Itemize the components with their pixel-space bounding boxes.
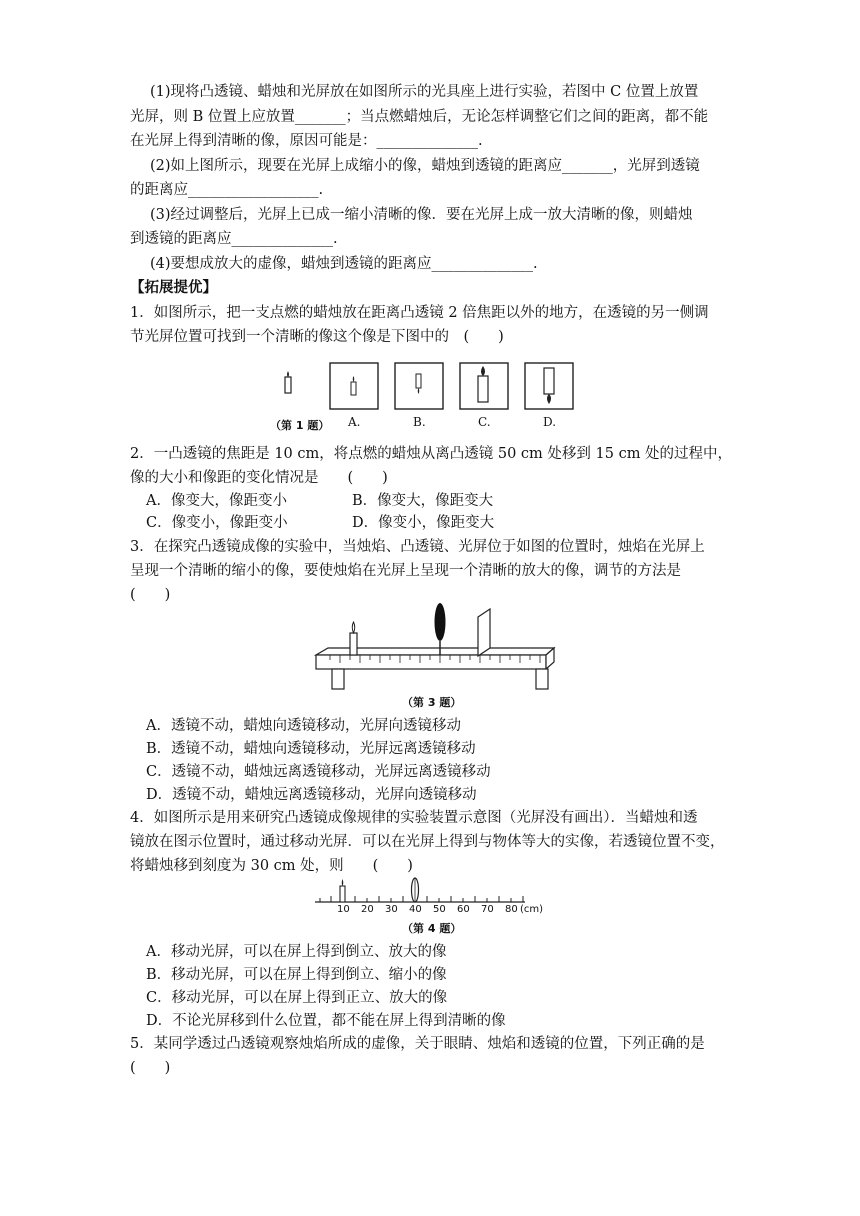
- tick-label: 60: [457, 904, 470, 915]
- q5-line2: ( ): [130, 1060, 171, 1076]
- light-screen-icon: [478, 609, 490, 656]
- q5-line1: 5．某同学透过凸透镜观察烛焰所成的虚像，关于眼睛、烛焰和透镜的位置，下列正确的是: [130, 1036, 705, 1052]
- tick-label: 80: [505, 904, 518, 915]
- q-part2-line1: (2)如上图所示，现要在光屏上成缩小的像，蜡烛到透镜的距离应_______，光屏到透镜: [150, 158, 700, 174]
- option-d-label: D.: [543, 415, 557, 429]
- q-part1-line1: (1)现将凸透镜、蜡烛和光屏放在如图所示的光具座上进行实验，若图中 C 位置上放置: [150, 84, 699, 100]
- q4-option-d: D．不论光屏移到什么位置，都不能在屏上得到清晰的像: [146, 1013, 506, 1029]
- q-part1-line2: 光屏，则 B 位置上应放置_______；当点燃蜡烛后，无论怎样调整它们之间的距离，都不能: [130, 109, 709, 125]
- q-part4-line1: (4)要想成放大的虚像，蜡烛到透镜的距离应______________.: [150, 256, 538, 272]
- convex-lens-icon: [435, 603, 446, 655]
- q-part1-line3: 在光屏上得到清晰的像，原因可能是：______________.: [130, 133, 483, 149]
- q4-line3: 将蜡烛移到刻度为 30 cm 处，则 ( ): [130, 858, 413, 874]
- unit-label: (cm): [520, 904, 544, 915]
- figure-q1-caption: （第 1 题）: [270, 419, 330, 432]
- section-heading: 【拓展提优】: [130, 279, 217, 296]
- optical-bench-figure: [310, 600, 560, 695]
- q1-line1: 1．如图所示，把一支点燃的蜡烛放在距离凸透镜 2 倍焦距以外的地方，在透镜的另一侧调: [130, 305, 709, 321]
- q3-option-d: D．透镜不动，蜡烛远离透镜移动，光屏向透镜移动: [146, 787, 477, 803]
- q3-option-c: C．透镜不动，蜡烛远离透镜移动，光屏远离透镜移动: [146, 764, 491, 780]
- option-a-label: A.: [348, 415, 361, 429]
- figure-q4: [310, 874, 560, 936]
- q2-option-a: A．像变大，像距变小: [146, 493, 287, 509]
- q3-line2: 呈现一个清晰的缩小的像，要使烛焰在光屏上呈现一个清晰的放大的像，调节的方法是: [130, 563, 681, 579]
- q4-option-a: A．移动光屏，可以在屏上得到倒立、放大的像: [146, 944, 447, 960]
- option-b-label: B.: [413, 415, 426, 429]
- tick-label: 30: [385, 904, 398, 915]
- figure-q3-caption: （第 3 题）: [402, 696, 462, 709]
- q2-option-b: B．像变大，像距变大: [352, 493, 494, 509]
- candle-icon: [350, 622, 357, 655]
- q3-line3: ( ): [130, 587, 171, 603]
- q-part3-line1: (3)经过调整后，光屏上已成一缩小清晰的像．要在光屏上成一放大清晰的像，则蜡烛: [150, 207, 693, 223]
- option-c-icon: [460, 363, 508, 409]
- q4-option-b: B．移动光屏，可以在屏上得到倒立、缩小的像: [146, 967, 447, 983]
- convex-lens-icon: [412, 878, 419, 902]
- q1-line2: 节光屏位置可找到一个清晰的像这个像是下图中的 ( ): [130, 329, 504, 345]
- figure-q4-caption: （第 4 题）: [402, 922, 462, 935]
- tick-label: 50: [433, 904, 446, 915]
- tick-label: 20: [361, 904, 374, 915]
- q2-line1: 2．一凸透镜的焦距是 10 cm，将点燃的蜡烛从离凸透镜 50 cm 处移到 15 cm 处的过程中，: [130, 446, 733, 462]
- figure-q1: [270, 360, 600, 435]
- q4-line2: 镜放在图示位置时，通过移动光屏．可以在光屏上得到与物体等大的实像，若透镜位置不变，: [130, 834, 725, 850]
- q2-option-c: C．像变小，像距变小: [146, 515, 288, 531]
- option-b-icon: [395, 363, 443, 409]
- figure-q3: [310, 600, 560, 710]
- option-d-icon: [525, 363, 573, 409]
- q3-option-b: B．透镜不动，蜡烛向透镜移动，光屏远离透镜移动: [146, 741, 476, 757]
- candle-icon: [340, 879, 345, 902]
- option-a-icon: [330, 363, 378, 409]
- q4-line1: 4．如图所示是用来研究凸透镜成像规律的实验装置示意图（光屏没有画出）．当蜡烛和透: [130, 810, 698, 826]
- option-c-label: C.: [478, 415, 491, 429]
- q-part3-line2: 到透镜的距离应______________.: [130, 231, 338, 247]
- source-candle-icon: [285, 371, 291, 393]
- tick-label: 70: [481, 904, 494, 915]
- q3-option-a: A．透镜不动，蜡烛向透镜移动，光屏向透镜移动: [146, 718, 461, 734]
- q2-option-d: D．像变小，像距变大: [352, 515, 495, 531]
- q2-line2: 像的大小和像距的变化情况是 ( ): [130, 470, 388, 486]
- q-part2-line2: 的距离应__________________.: [130, 182, 324, 198]
- q3-line1: 3．在探究凸透镜成像的实验中，当烛焰、凸透镜、光屏位于如图的位置时，烛焰在光屏上: [130, 539, 705, 555]
- q4-option-c: C．移动光屏，可以在屏上得到正立、放大的像: [146, 990, 448, 1006]
- tick-label: 10: [337, 904, 350, 915]
- tick-label: 40: [409, 904, 422, 915]
